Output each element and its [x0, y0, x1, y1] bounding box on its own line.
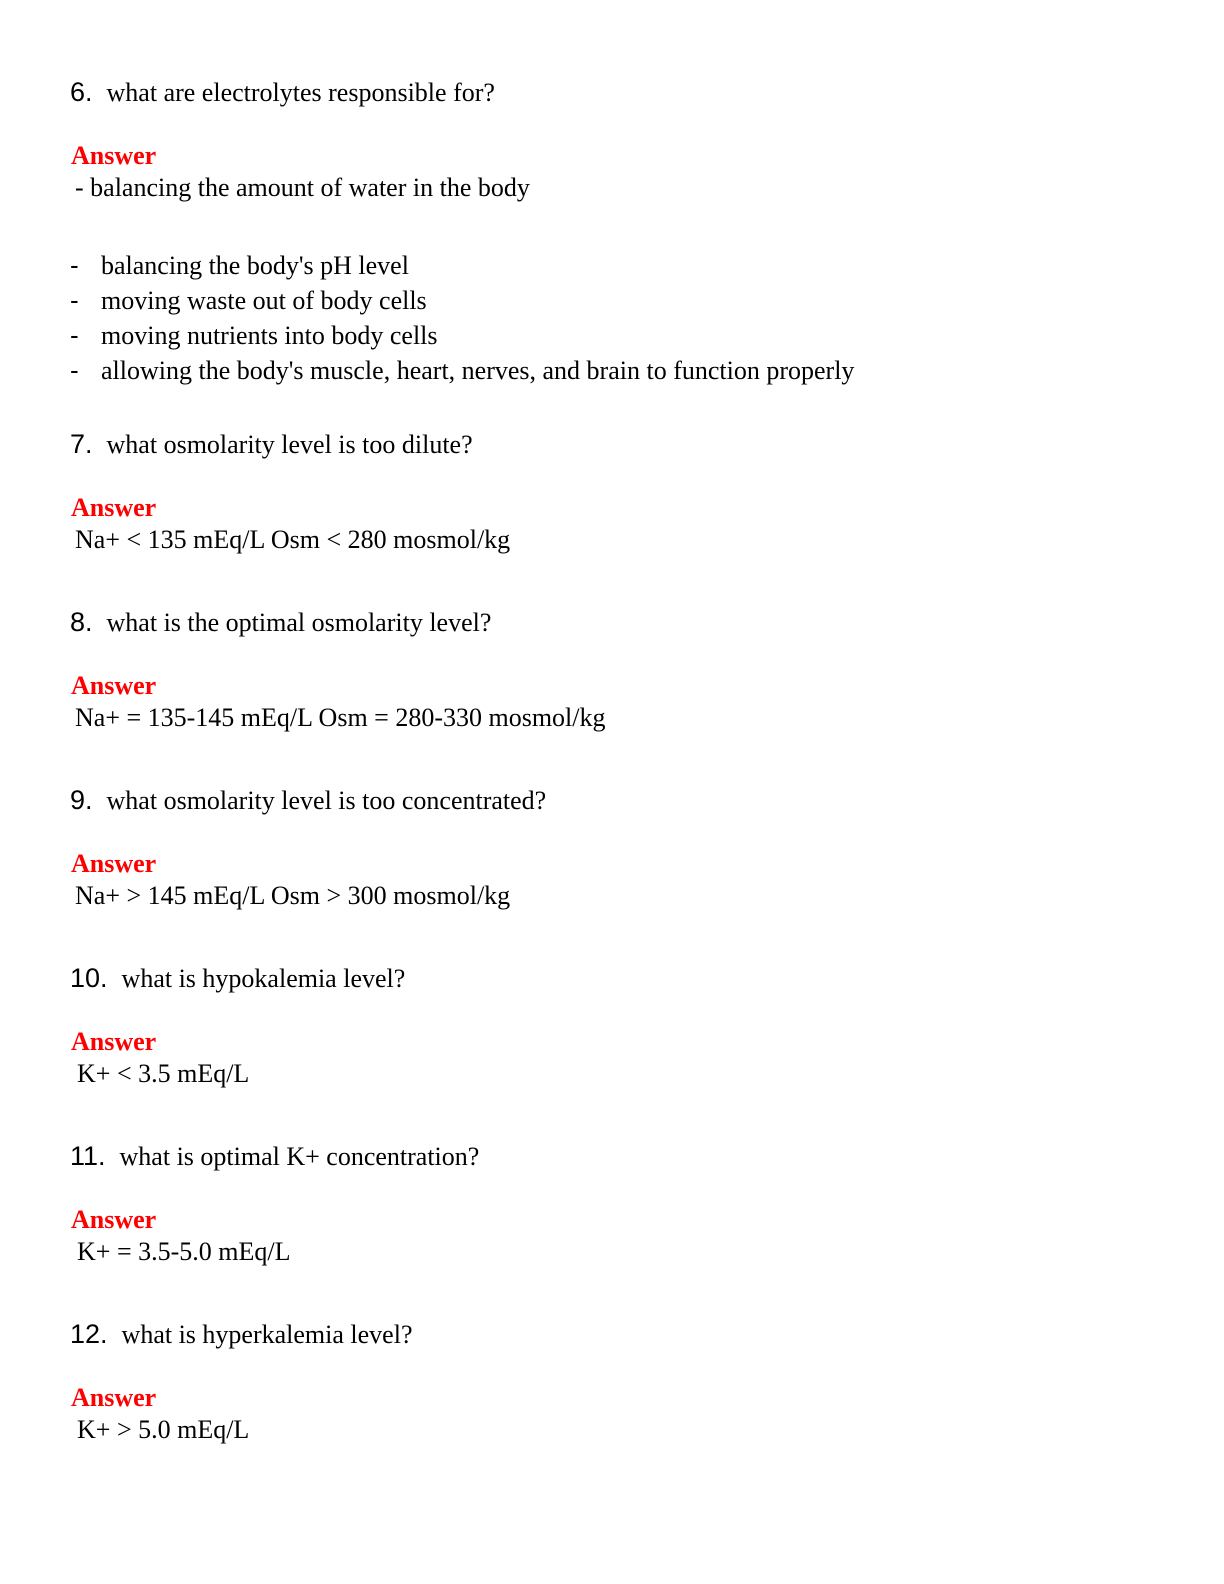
question-9	[70, 785, 546, 820]
answer-label: Answer	[71, 141, 157, 170]
question-number: 10.	[70, 963, 108, 993]
question-number: 12.	[70, 1319, 108, 1349]
answer-label: Answer	[71, 1383, 157, 1412]
question-10	[70, 963, 405, 998]
question-text: what is the optimal osmolarity level?	[106, 608, 492, 637]
answer-text: K+ < 3.5 mEq/L	[77, 1059, 250, 1088]
question-text: what osmolarity level is too dilute?	[106, 430, 473, 459]
bullet-dash: -	[70, 250, 79, 280]
question-text: what are electrolytes responsible for?	[106, 78, 495, 107]
question-number: 8.	[70, 607, 93, 637]
answer-bullet-list	[70, 250, 854, 390]
question-6	[70, 77, 495, 112]
question-7	[70, 429, 473, 464]
answer-label: Answer	[71, 849, 157, 878]
bullet-dash: -	[70, 285, 79, 315]
answer-label: Answer	[71, 1205, 157, 1234]
answer-text: Na+ < 135 mEq/L Osm < 280 mosmol/kg	[75, 525, 511, 554]
answer-label: Answer	[71, 1027, 157, 1056]
question-text: what is hypokalemia level?	[121, 964, 406, 993]
list-item	[70, 355, 854, 390]
question-number: 6.	[70, 77, 93, 107]
question-number: 11.	[70, 1141, 106, 1171]
answer-label: Answer	[71, 493, 157, 522]
bullet-dash: -	[70, 320, 79, 350]
answer-text: K+ = 3.5-5.0 mEq/L	[77, 1237, 291, 1266]
question-text: what is hyperkalemia level?	[121, 1320, 413, 1349]
answer-text: Na+ > 145 mEq/L Osm > 300 mosmol/kg	[75, 881, 511, 910]
bullet-text: balancing the body's pH level	[101, 251, 409, 280]
question-text: what osmolarity level is too concentrated?	[106, 786, 547, 815]
question-8	[70, 607, 491, 642]
question-text: what is optimal K+ concentration?	[119, 1142, 480, 1171]
question-11	[70, 1141, 479, 1176]
bullet-text: allowing the body's muscle, heart, nerves, and brain to function properly	[101, 356, 855, 385]
answer-text: K+ > 5.0 mEq/L	[77, 1415, 250, 1444]
list-item	[70, 285, 854, 320]
answer-text: Na+ = 135-145 mEq/L Osm = 280-330 mosmol/kg	[75, 703, 606, 732]
question-number: 7.	[70, 429, 93, 459]
bullet-dash: -	[70, 355, 79, 385]
list-item	[70, 320, 854, 355]
bullet-text: moving nutrients into body cells	[101, 321, 438, 350]
question-12	[70, 1319, 413, 1354]
bullet-text: moving waste out of body cells	[101, 286, 427, 315]
list-item	[70, 250, 854, 285]
answer-text: - balancing the amount of water in the body	[75, 173, 530, 202]
question-number: 9.	[70, 785, 93, 815]
answer-label: Answer	[71, 671, 157, 700]
